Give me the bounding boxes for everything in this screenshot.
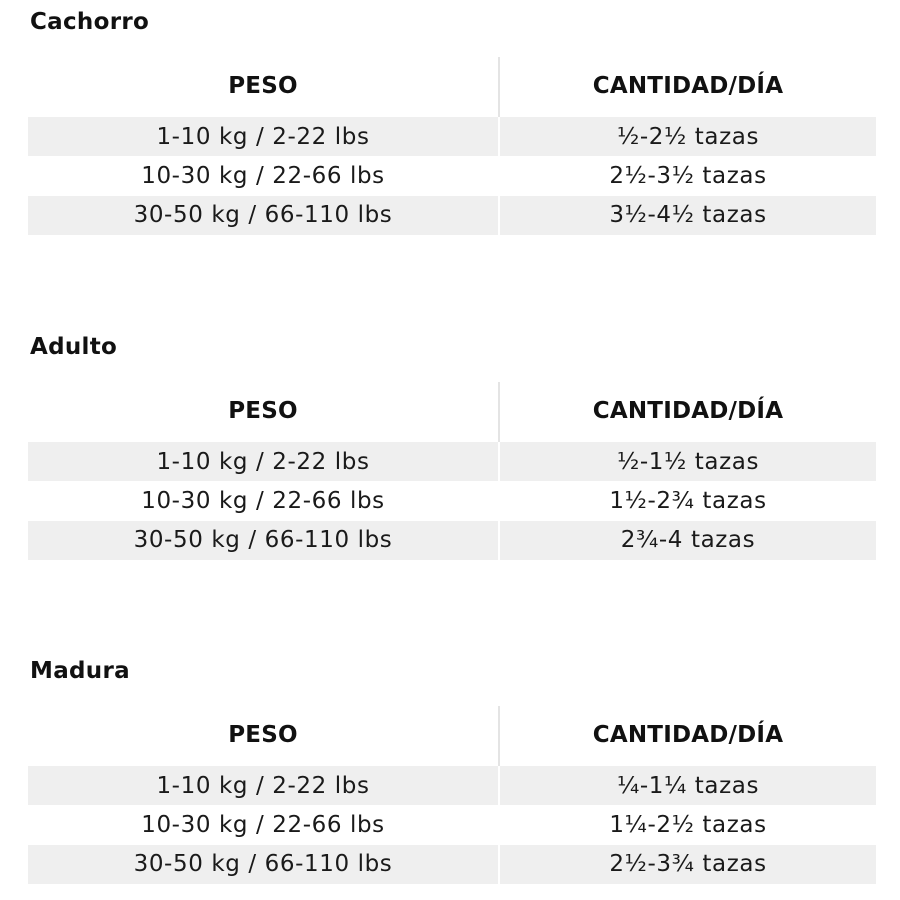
cell-peso: 10-30 kg / 22-66 lbs <box>141 162 385 189</box>
header-peso: PESO <box>228 722 298 748</box>
cell-cantidad: 1¼-2½ tazas <box>609 811 767 838</box>
table-row <box>28 196 876 235</box>
table-row <box>28 481 876 520</box>
header-cantidad: CANTIDAD/DÍA <box>592 722 784 748</box>
header-cantidad: CANTIDAD/DÍA <box>592 398 784 424</box>
cell-peso: 30-50 kg / 66-110 lbs <box>133 851 393 878</box>
cell-cantidad: 2½-3¾ tazas <box>609 851 767 878</box>
section-title: Cachorro <box>30 9 150 35</box>
cell-peso: 1-10 kg / 2-22 lbs <box>156 123 370 150</box>
cell-cantidad: ½-2½ tazas <box>616 123 760 150</box>
table-header <box>28 720 876 766</box>
cell-cantidad: 2½-3½ tazas <box>609 162 767 189</box>
cell-peso: 1-10 kg / 2-22 lbs <box>156 448 370 475</box>
feeding-table <box>28 396 876 560</box>
cell-cantidad: 3½-4½ tazas <box>609 202 767 229</box>
table-row <box>28 845 876 884</box>
table-row <box>28 805 876 844</box>
table-row <box>28 117 876 156</box>
cell-cantidad: 1½-2¾ tazas <box>609 487 767 514</box>
table-row <box>28 521 876 560</box>
feeding-table <box>28 720 876 884</box>
table-header <box>28 71 876 117</box>
section-title: Adulto <box>30 334 118 360</box>
header-peso: PESO <box>228 398 298 424</box>
cell-peso: 30-50 kg / 66-110 lbs <box>133 202 393 229</box>
table-row <box>28 442 876 481</box>
cell-peso: 30-50 kg / 66-110 lbs <box>133 527 393 554</box>
cell-cantidad: ½-1½ tazas <box>616 448 760 475</box>
cell-peso: 10-30 kg / 22-66 lbs <box>141 487 385 514</box>
header-peso: PESO <box>228 73 298 99</box>
header-cantidad: CANTIDAD/DÍA <box>592 73 784 99</box>
feeding-table <box>28 71 876 235</box>
cell-cantidad: 2¾-4 tazas <box>620 527 756 554</box>
table-row <box>28 156 876 195</box>
section-title: Madura <box>30 658 130 684</box>
table-row <box>28 766 876 805</box>
cell-peso: 10-30 kg / 22-66 lbs <box>141 811 385 838</box>
table-header <box>28 396 876 442</box>
cell-peso: 1-10 kg / 2-22 lbs <box>156 772 370 799</box>
cell-cantidad: ¼-1¼ tazas <box>616 772 760 799</box>
